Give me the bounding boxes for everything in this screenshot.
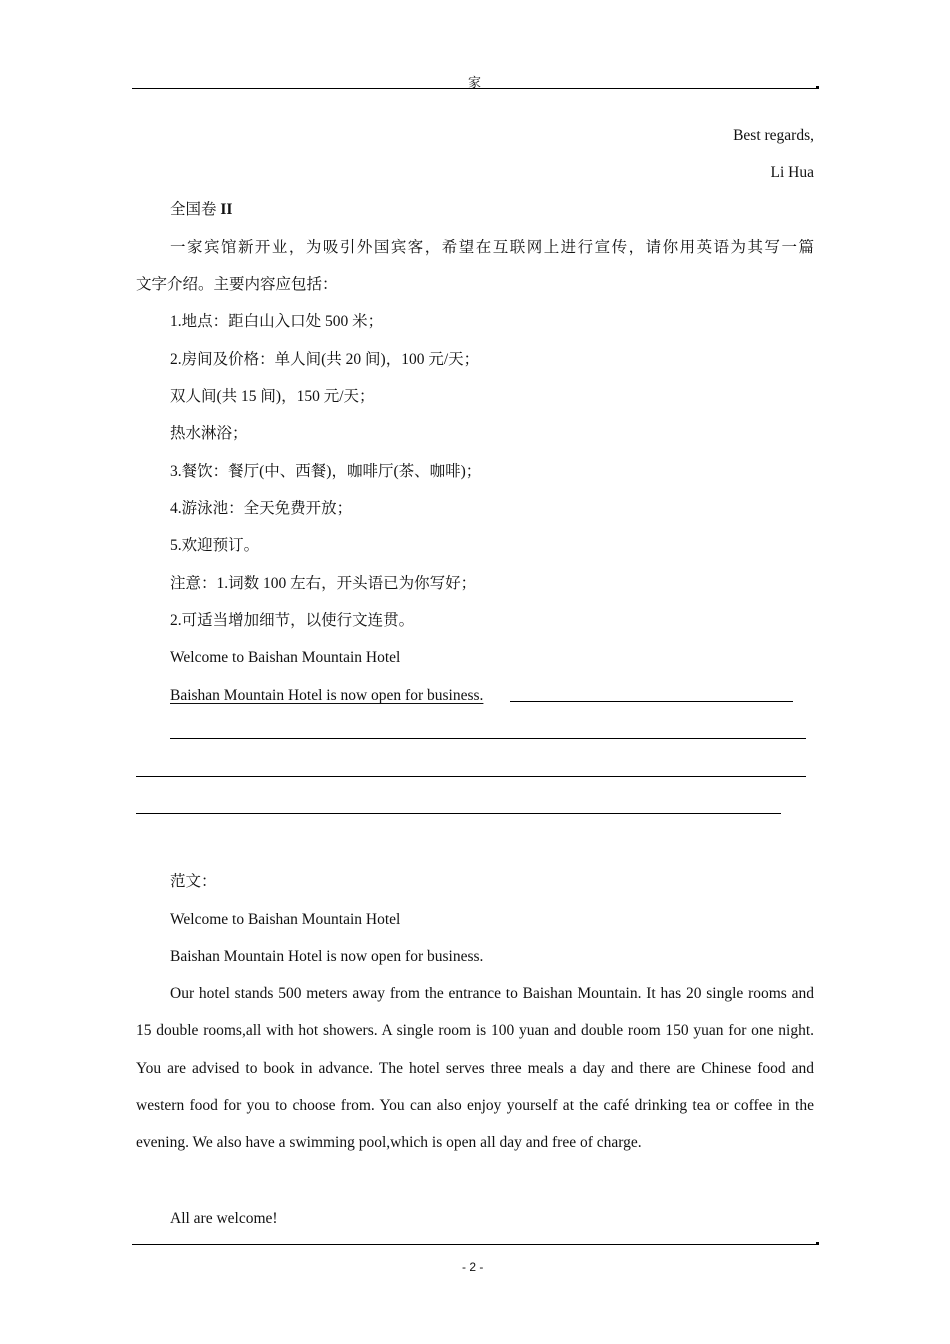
sample-title: Welcome to Baishan Mountain Hotel [170, 911, 401, 928]
essay-opening: Baishan Mountain Hotel is now open for business. [170, 687, 484, 704]
requirement-item: 5.欢迎预订。 [170, 537, 260, 554]
sample-label: 范文： [170, 873, 217, 890]
section-heading-numeral: II [220, 201, 233, 218]
answer-blank-line [170, 738, 806, 739]
letter-regards: Best regards, [733, 127, 814, 144]
answer-blank-line [136, 813, 781, 814]
prompt-line-2: 文字介绍。主要内容应包括： [136, 276, 338, 293]
answer-blank-line [136, 776, 806, 777]
page-header: 家 [468, 75, 482, 90]
footer-rule-tick [816, 1242, 819, 1245]
sample-opening: Baishan Mountain Hotel is now open for business. [170, 948, 484, 965]
header-rule-tick [816, 86, 819, 89]
section-heading-label: 全国卷 [170, 201, 221, 218]
section-heading [170, 200, 232, 220]
requirement-item: 热水淋浴； [170, 425, 248, 442]
letter-signature: Li Hua [770, 164, 814, 181]
page-number: - 2 - [462, 1260, 484, 1274]
sample-body: Our hotel stands 500 meters away from the entrance to Baishan Mountain. It has 20 single rooms and 15 double rooms,all with hot showers. A single room is 100 yuan and double room 150 yuan for one night. You are advised to book in advance. The hotel serves three meals a day and there are Chinese food and western food for you to choose from. You can also enjoy yourself at the café drinking tea or coffee in the evening. We also have a swimming pool,which is open all day and free of charge. [136, 985, 814, 1152]
header-rule [132, 88, 818, 89]
requirement-item: 4.游泳池：全天免费开放； [170, 500, 353, 517]
prompt-line-1: 一家宾馆新开业，为吸引外国宾客，希望在互联网上进行宣传，请你用英语为其写一篇 [170, 239, 814, 256]
requirement-item: 3.餐饮：餐厅(中、西餐)，咖啡厅(茶、咖啡)； [170, 463, 482, 480]
essay-title: Welcome to Baishan Mountain Hotel [170, 649, 401, 666]
answer-blank-line [510, 701, 793, 702]
sample-closing: All are welcome! [170, 1210, 278, 1227]
note-line: 注意：1.词数 100 左右，开头语已为你写好； [170, 575, 477, 592]
footer-rule [132, 1244, 818, 1245]
note-line: 2.可适当增加细节，以使行文连贯。 [170, 612, 415, 629]
requirement-item: 1.地点：距白山入口处 500 米； [170, 313, 384, 330]
requirement-item: 双人间(共 15 间)，150 元/天； [170, 388, 375, 405]
requirement-item: 2.房间及价格：单人间(共 20 间)，100 元/天； [170, 351, 480, 368]
